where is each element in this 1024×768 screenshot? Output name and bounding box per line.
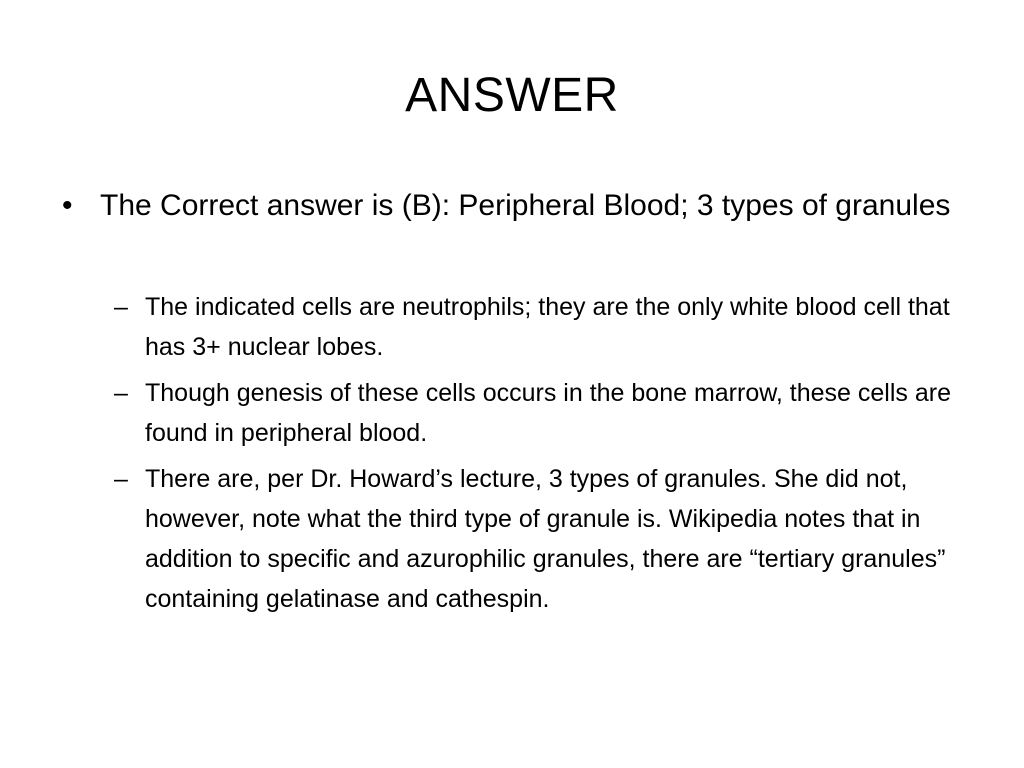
subbullet-text: Though genesis of these cells occurs in the bone marrow, these cells are found in peripheral blood.	[145, 379, 951, 447]
dash-icon	[114, 287, 140, 327]
subbullet-text: The indicated cells are neutrophils; they are the only white blood cell that has 3+ nuclear lobes.	[145, 293, 950, 361]
bullet-dot-icon	[62, 185, 84, 227]
bullet-item	[60, 185, 960, 227]
dash-icon	[114, 373, 140, 413]
subbullet-item	[60, 287, 960, 367]
slide-title: ANSWER	[405, 69, 619, 122]
bullet-list	[60, 185, 960, 233]
dash-icon	[114, 459, 140, 499]
bullet-text: The Correct answer is (B): Peripheral Blood; 3 types of granules	[100, 189, 951, 222]
subbullet-item	[60, 373, 960, 453]
subbullet-container	[60, 285, 960, 625]
subbullet-text: There are, per Dr. Howard’s lecture, 3 types of granules. She did not, however, note what the third type of granule is. Wikipedia notes that in addition to specific and azurophilic granules, there are “tertiary granules” containing gelatinase and cathespin.	[145, 465, 946, 613]
subbullet-item	[60, 459, 960, 619]
